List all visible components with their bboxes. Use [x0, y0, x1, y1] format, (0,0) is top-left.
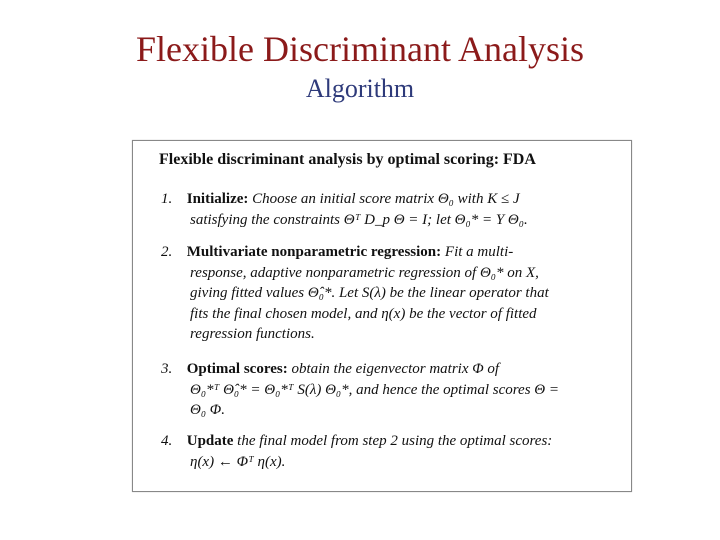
step-text: obtain the eigenvector matrix Φ of — [291, 361, 500, 377]
step-text: Choose an initial score matrix Θ₀ with K ≤ J — [252, 191, 520, 207]
algorithm-step-4 — [161, 431, 621, 472]
step-number: 3. — [161, 361, 173, 377]
step-text-line: Θ₀*ᵀ Θ̂₀* = Θ₀*ᵀ S(λ) Θ₀*, and hence the optimal scores Θ = — [190, 381, 559, 398]
step-lead: Initialize: — [186, 191, 249, 207]
step-text: the final model from step 2 using the optimal scores: — [237, 433, 553, 449]
algorithm-step-2 — [161, 242, 621, 345]
algorithm-box — [132, 140, 632, 492]
step-number: 4. — [161, 433, 173, 449]
slide-title: Flexible Discriminant Analysis — [136, 29, 584, 69]
step-text-line: response, adaptive nonparametric regression of Θ₀* on X, — [190, 264, 539, 281]
step-number: 1. — [161, 191, 173, 207]
algorithm-step-3 — [161, 359, 621, 421]
algorithm-heading: Flexible discriminant analysis by optimal scoring: FDA — [159, 151, 536, 168]
step-text: Fit a multi- — [444, 244, 514, 260]
step-text-line: satisfying the constraints Θᵀ D_p Θ = I; let Θ₀* = Y Θ₀. — [190, 211, 528, 228]
step-number: 2. — [161, 244, 173, 260]
step-text-line: η(x) ← Φᵀ η(x). — [190, 453, 286, 470]
step-text-line: regression functions. — [190, 326, 315, 343]
step-lead: Optimal scores: — [186, 361, 288, 377]
step-text-line: fits the final chosen model, and η(x) be the vector of fitted — [190, 305, 537, 322]
step-text-line: Θ₀ Φ. — [190, 402, 225, 419]
step-lead: Multivariate nonparametric regression: — [186, 244, 442, 260]
slide-subtitle: Algorithm — [305, 74, 415, 103]
step-text-line: giving fitted values Θ̂₀*. Let S(λ) be the linear operator that — [190, 285, 549, 302]
algorithm-step-1 — [161, 189, 621, 230]
step-lead: Update — [186, 433, 234, 449]
